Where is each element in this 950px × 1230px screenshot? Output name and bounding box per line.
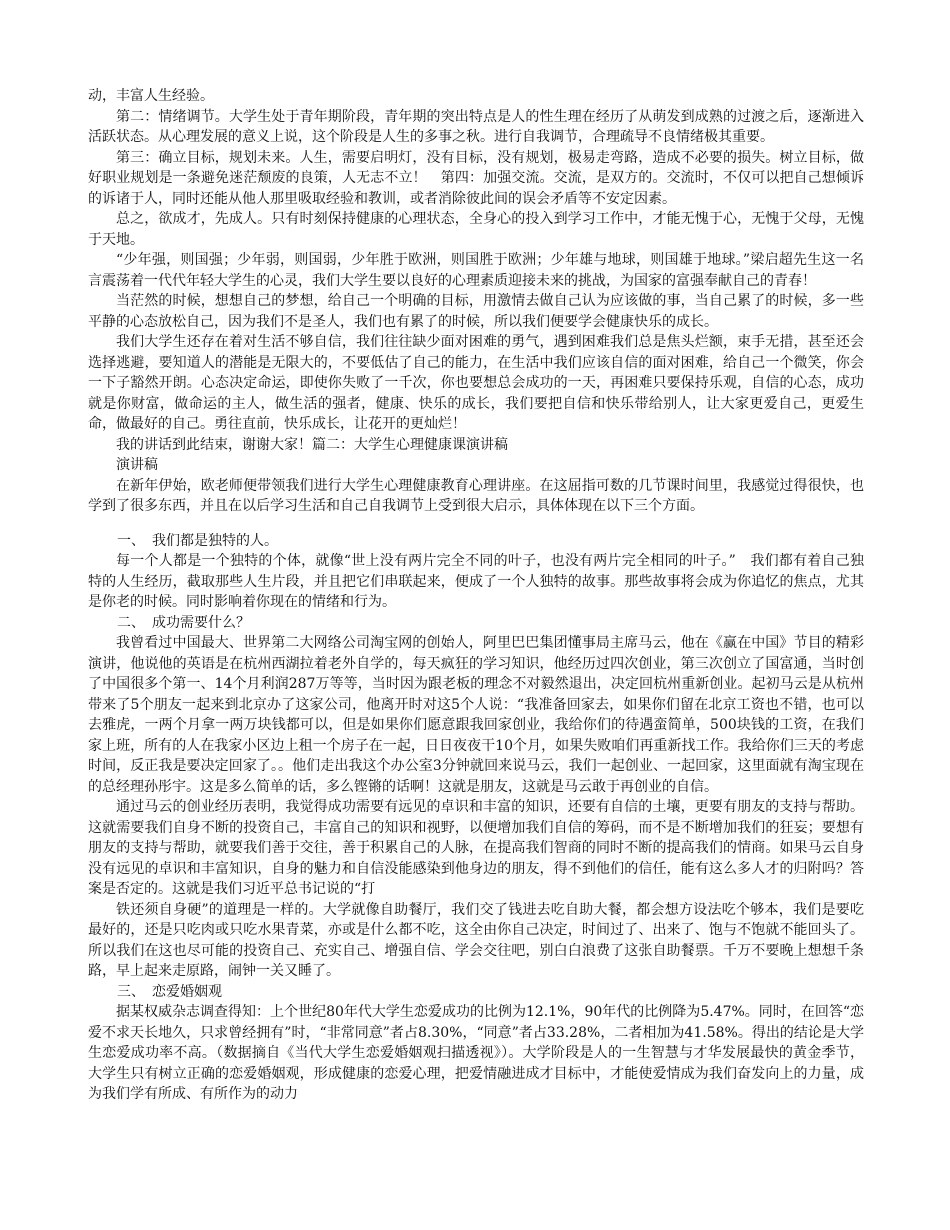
paragraph: 总之，欲成才，先成人。只有时刻保持健康的心理状态，全身心的投入到学习工作中，才能无愧于心，无愧于父母，无愧于天地。 bbox=[88, 211, 864, 248]
section-heading: 二、 成功需要什么？ bbox=[117, 614, 250, 631]
paragraph: 通过马云的创业经历表明，我觉得成功需要有远见的卓识和丰富的知识，还要有自信的土壤，更要有朋友的支持与帮助。这就需要我们自身不断的投资自己，丰富自己的知识和视野，以便增加我们自信的筹码，而不是不断增加我们的狂妄；要想有朋友的支持与帮助，就要我们善于交往，善于积累自己的人脉，在提高我们智商的同时不断的提高我们的情商。如果马云自身没有远见的卓识和丰富知识，自身的魅力和自信没能感染到他身边的朋友，得不到他们的信任，能有这么多人才的归附吗？答案是否定的。这就是我们习近平总书记说的“打 bbox=[88, 799, 864, 897]
spacer bbox=[88, 517, 864, 531]
paragraph: 我曾看过中国最大、世界第二大网络公司淘宝网的创始人，阿里巴巴集团懂事局主席马云，他在《赢在中国》节目的精彩演讲，他说他的英语是在杭州西湖拉着老外自学的，每天疯狂的学习知识，他经历过四次创业，第三次创立了国富通，当时创了中国很多个第一、14个月利润287万等等，当时因为跟老板的理念不对毅然退出，决定回杭州重新创业。起初马云是从杭州带来了5个朋友一起来到北京办了这家公司，他离开时对这5个人说：“我准备回家去，如果你们留在北京工资也不错，也可以去雅虎，一两个月拿一两万块钱都可以，但是如果你们愿意跟我回家创业，我给你们的待遇蛮简单，500块钱的工资，在我们家上班，所有的人在我家小区边上租一个房子在一起，日日夜夜干10个月，如果失败咱们再重新找工作。我给你们三天的考虑时间，反正我是要决定回家了。。他们走出我这个办公室3分钟就回来说马云，我们一起创业、一起回家，这里面就有淘宝现在的总经理孙彤宇。这是多么简单的话，多么铿锵的话啊！这就是朋友，这就是马云敢于再创业的自信。 bbox=[88, 635, 864, 795]
paragraph: “少年强，则国强；少年弱，则国弱，少年胜于欧洲，则国胜于欧洲；少年雄与地球，则国雄于地球。”梁启超先生这一名言震荡着一代代年轻大学生的心灵，我们大学生要以良好的心理素质迎接未来的挑战，为国家的富强奉献自己的青春！ bbox=[88, 252, 864, 289]
section-heading: 三、 恋爱婚姻观 bbox=[117, 983, 222, 1000]
paragraph: 据某权威杂志调查得知：上个世纪80年代大学生恋爱成功的比例为12.1%，90年代的比例降为5.47%。同时，在回答“恋爱不求天长地久，只求曾经拥有”时，“非常同意”者占8.30%，“同意”者占33.28%，二者相加为41.58%。得出的结论是大学生恋爱成功率不高。（数据摘自《当代大学生恋爱婚姻观扫描透视》）。大学阶段是人的一生智慧与才华发展最快的黄金季节，大学生只有树立正确的恋爱婚姻观，形成健康的恋爱心理，把爱情融进成才目标中，才能使爱情成为我们奋发向上的力量，成为我们学有所成、有所作为的动力 bbox=[88, 1004, 864, 1102]
paragraph: 动，丰富人生经验。 bbox=[88, 88, 214, 104]
paragraph: 我们大学生还存在着对生活不够自信，我们往往缺少面对困难的勇气，遇到困难我们总是焦头烂额，束手无措，甚至还会选择逃避，要知道人的潜能是无限大的，不要低估了自己的能力，在生活中我们应该自信的面对困难，给自己一个微笑，你会一下子豁然开朗。心态决定命运，即使你失败了一千次，你也要想总会成功的一天，再困难只要保持乐观，自信的心态，成功就是你财富，做命运的主人，做生活的强者，健康、快乐的成长，我们要把自信和快乐带给别人，让大家更爱自己，更爱生命，做最好的自己。勇往直前，快乐成长，让花开的更灿烂！ bbox=[88, 334, 864, 432]
paragraph: 我的讲话到此结束，谢谢大家！篇二：大学生心理健康课演讲稿 bbox=[116, 436, 508, 453]
paragraph: 在新年伊始，欧老师便带领我们进行大学生心理健康教育心理讲座。在这屈指可数的几节课时间里，我感觉过得很快，也学到了很多东西，并且在以后学习生活和自己自我调节上受到很大启示，具体体现在以下三个方面。 bbox=[88, 477, 864, 514]
paragraph: 演讲稿 bbox=[116, 457, 158, 473]
paragraph: 当茫然的时候，想想自己的梦想，给自己一个明确的目标，用激情去做自己认为应该做的事，当自己累了的时候，多一些平静的心态放松自己，因为我们不是圣人，我们也有累了的时候，所以我们便要学会健康快乐的成长。 bbox=[88, 293, 864, 330]
paragraph: 第三：确立目标，规划未来。人生，需要启明灯，没有目标，没有规划，极易走弯路，造成不必要的损失。树立目标，做好职业规划是一条避免迷茫颓废的良策，人无志不立！ 第四：加强交流。交流，是双方的。交流时，不仅可以把自己想倾诉的诉诸于人，同时还能从他人那里吸取经验和教训，或者消除彼此间的误会矛盾等不安定因素。 bbox=[88, 149, 864, 207]
paragraph: 铁还须自身硬”的道理是一样的。大学就像自助餐厅，我们交了钱进去吃自助大餐，都会想方设法吃个够本，我们是要吃最好的，还是只吃肉或只吃水果青菜，亦或是什么都不吃，这全由你自己决定，时间过了、出来了、饱与不饱就不能回头了。所以我们在这也尽可能的投资自己、充实自己、增强自信、学会交往吧，别白白浪费了这张自助餐票。千万不要晚上想想千条路，早上起来走原路，闹钟一关又睡了。 bbox=[88, 901, 864, 979]
paragraph: 第二：情绪调节。大学生处于青年期阶段，青年期的突出特点是人的性生理在经历了从萌发到成熟的过渡之后，逐渐进入活跃状态。从心理发展的意义上说，这个阶段是人生的多事之秋。进行自我调节，合理疏导不良情绪极其重要。 bbox=[88, 108, 864, 145]
section-heading: 一、 我们都是独特的人。 bbox=[117, 532, 278, 549]
paragraph: 每一个人都是一个独特的个体，就像“世上没有两片完全不同的叶子，也没有两片完全相同的叶子。” 我们都有着自己独特的人生经历，截取那些人生片段，并且把它们串联起来，便成了一个人独特的故事。那些故事将会成为你追忆的焦点，尤其是你老的时候。同时影响着你现在的情绪和行为。 bbox=[88, 553, 864, 610]
